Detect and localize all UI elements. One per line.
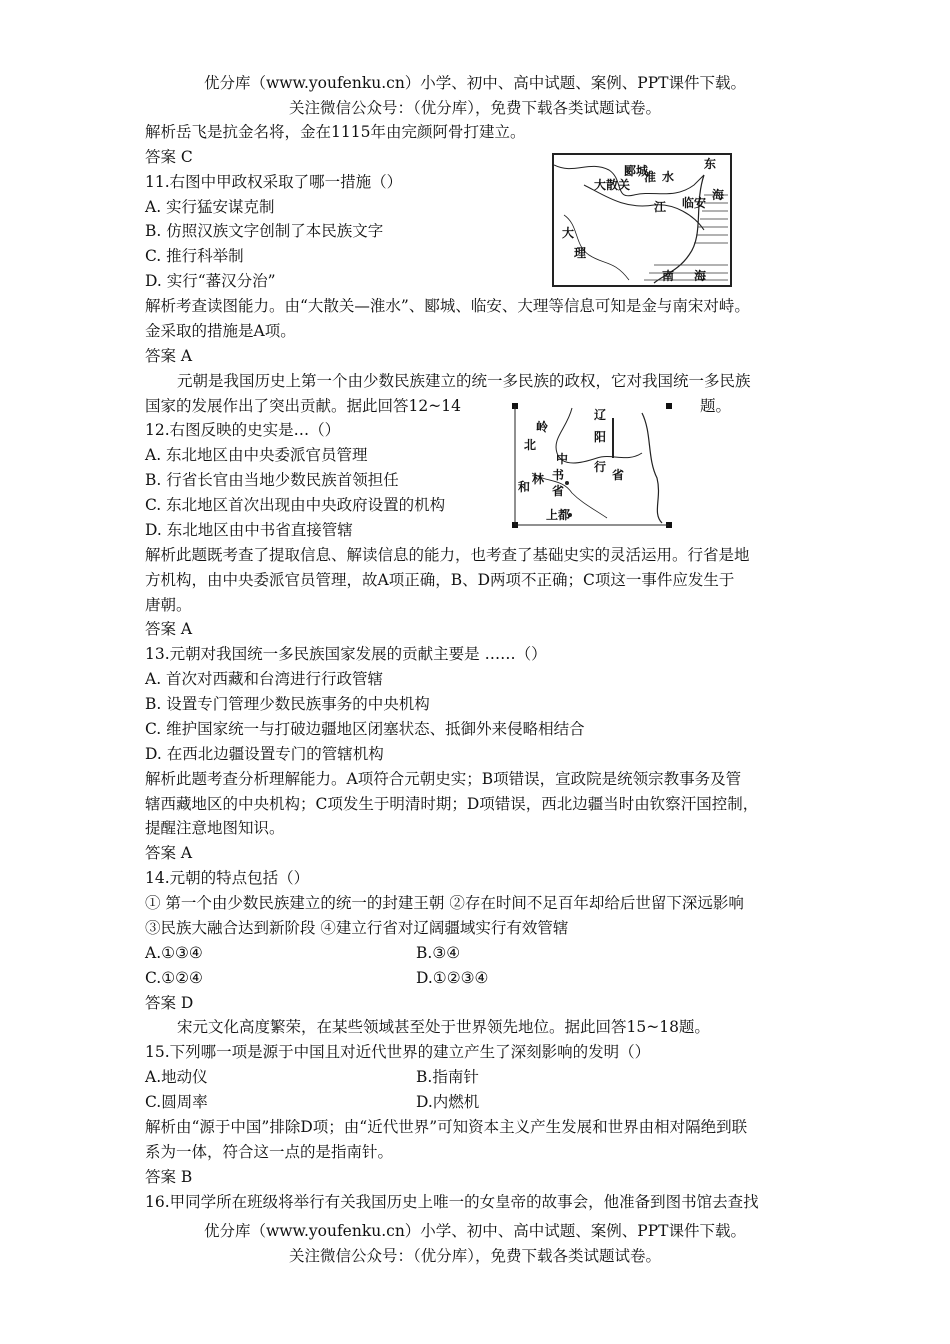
answer-line: 答案 C bbox=[145, 148, 193, 166]
map-label: 海 bbox=[712, 188, 725, 202]
option-line: C. 维护国家统一与打破边疆地区闭塞状态、抵御外来侵略相结合 bbox=[145, 720, 585, 738]
answer-line: 答案 A bbox=[145, 620, 193, 638]
paragraph-line: 解析由“源于中国”排除D项；由“近代世界”可知资本主义产生发展和世界由相对隔绝到联 bbox=[145, 1118, 748, 1136]
map-label: 水 bbox=[662, 170, 675, 184]
map-label: 行 bbox=[594, 460, 607, 474]
paragraph-line: 方机构，由中央委派官员管理，故A项正确，B、D两项不正确；C项这一事件应发生于 bbox=[145, 571, 735, 589]
option-line: A.①③④ bbox=[145, 944, 203, 962]
map-label: 南 bbox=[662, 269, 675, 283]
paragraph-line: 国家的发展作出了突出贡献。据此回答12~14 bbox=[145, 397, 461, 415]
map-label: 东 bbox=[704, 157, 717, 171]
question-13: 13.元朝对我国统一多民族国家发展的贡献主要是 ……（） bbox=[145, 645, 547, 663]
option-line: C.圆周率 bbox=[145, 1093, 208, 1111]
paragraph-line: 提醒注意地图知识。 bbox=[145, 819, 285, 837]
song-jin-map bbox=[552, 153, 732, 287]
option-line: A. 东北地区由中央委派官员管理 bbox=[145, 446, 368, 464]
footer-line-1: 优分库（www.youfenku.cn）小学、初中、高中试题、案例、PPT课件下载。 bbox=[203, 1222, 747, 1240]
map-label: 上都 bbox=[546, 508, 571, 522]
option-line: B.③④ bbox=[416, 944, 461, 962]
option-line: B. 仿照汉族文字创制了本民族文字 bbox=[145, 222, 384, 240]
header-line-2: 关注微信公众号：（优分库），免费下载各类试题试卷。 bbox=[288, 99, 661, 117]
option-line: A.地动仪 bbox=[145, 1068, 208, 1086]
header-line-1: 优分库（www.youfenku.cn）小学、初中、高中试题、案例、PPT课件下载。 bbox=[203, 74, 747, 92]
option-line: D.内燃机 bbox=[416, 1093, 480, 1111]
answer-line: 答案 D bbox=[145, 994, 194, 1012]
yuan-province-map bbox=[512, 403, 672, 528]
paragraph-line: 系为一体，符合这一点的是指南针。 bbox=[145, 1143, 394, 1161]
paragraph-line: ③民族大融合达到新阶段 ④建立行省对辽阔疆域实行有效管辖 bbox=[145, 919, 569, 937]
map-label: 北 bbox=[524, 438, 537, 452]
question-14: 14.元朝的特点包括（） bbox=[145, 869, 310, 887]
option-line: D.①②③④ bbox=[416, 969, 489, 987]
question-12: 12.右图反映的史实是…（） bbox=[145, 421, 341, 439]
map-label: 林 bbox=[532, 472, 545, 486]
map-label: 中 bbox=[556, 452, 569, 466]
map-label: 书 bbox=[552, 468, 565, 482]
paragraph-line: 元朝是我国历史上第一个由少数民族建立的统一多民族的政权，它对我国统一多民族 bbox=[177, 372, 751, 390]
footer-line-2: 关注微信公众号：（优分库），免费下载各类试题试卷。 bbox=[288, 1247, 661, 1265]
option-line: A. 实行猛安谋克制 bbox=[145, 198, 275, 216]
paragraph-line: 解析岳飞是抗金名将，金在1115年由完颜阿骨打建立。 bbox=[145, 123, 526, 141]
map-label: 海 bbox=[694, 269, 707, 283]
map-label: 岭 bbox=[536, 420, 549, 434]
option-line: B. 行省长官由当地少数民族首领担任 bbox=[145, 471, 399, 489]
option-line: D. 实行“蕃汉分治” bbox=[145, 272, 276, 290]
paragraph-line: 解析此题既考查了提取信息、解读信息的能力，也考查了基础史实的灵活运用。行省是地 bbox=[145, 546, 750, 564]
map-label: 江 bbox=[654, 200, 667, 214]
question-16: 16.甲同学所在班级将举行有关我国历史上唯一的女皇帝的故事会，他准备到图书馆去查找 bbox=[145, 1193, 759, 1211]
map-label: 淮 bbox=[644, 170, 657, 184]
map-label: 大 bbox=[562, 226, 575, 240]
question-15: 15.下列哪一项是源于中国且对近代世界的建立产生了深刻影响的发明（） bbox=[145, 1043, 651, 1061]
paragraph-line: 解析考查读图能力。由“大散关—淮水”、郾城、临安、大理等信息可知是金与南宋对峙。 bbox=[145, 297, 750, 315]
map-label: 临安 bbox=[682, 196, 707, 210]
map-label: 省 bbox=[612, 468, 625, 482]
paragraph-line: 辖西藏地区的中央机构；C项发生于明清时期；D项错误，西北边疆当时由钦察汗国控制， bbox=[145, 795, 759, 813]
paragraph-line: 解析此题考查分析理解能力。A项符合元朝史实；B项错误，宣政院是统领宗教事务及管 bbox=[145, 770, 742, 788]
map-label: 郾城 bbox=[624, 164, 649, 178]
map-label: 省 bbox=[552, 484, 565, 498]
paragraph-line: 金采取的措施是A项。 bbox=[145, 322, 296, 340]
map-label: 理 bbox=[574, 246, 587, 260]
map-label: 辽 bbox=[594, 408, 607, 422]
option-line: C. 东北地区首次出现由中央政府设置的机构 bbox=[145, 496, 446, 514]
map-label: 和 bbox=[518, 480, 531, 494]
answer-line: 答案 B bbox=[145, 1168, 193, 1186]
question-11: 11.右图中甲政权采取了哪一措施（） bbox=[145, 173, 403, 191]
map-label: 大散关 bbox=[594, 178, 631, 192]
option-line: C.①②④ bbox=[145, 969, 203, 987]
paragraph-line: ① 第一个由少数民族建立的统一的封建王朝 ②存在时间不足百年却给后世留下深远影响 bbox=[145, 894, 744, 912]
answer-line: 答案 A bbox=[145, 347, 193, 365]
option-line: A. 首次对西藏和台湾进行行政管辖 bbox=[145, 670, 384, 688]
option-line: B. 设置专门管理少数民族事务的中央机构 bbox=[145, 695, 430, 713]
paragraph-line: 宋元文化高度繁荣，在某些领域甚至处于世界领先地位。据此回答15~18题。 bbox=[177, 1018, 710, 1036]
map-label: 阳 bbox=[594, 430, 607, 444]
option-line: B.指南针 bbox=[416, 1068, 479, 1086]
option-line: C. 推行科举制 bbox=[145, 247, 244, 265]
option-line: D. 东北地区由中书省直接管辖 bbox=[145, 521, 353, 539]
paragraph-line: 唐朝。 bbox=[145, 596, 192, 614]
answer-line: 答案 A bbox=[145, 844, 193, 862]
option-line: D. 在西北边疆设置专门的管辖机构 bbox=[145, 745, 384, 763]
paragraph-line: 题。 bbox=[700, 397, 732, 415]
